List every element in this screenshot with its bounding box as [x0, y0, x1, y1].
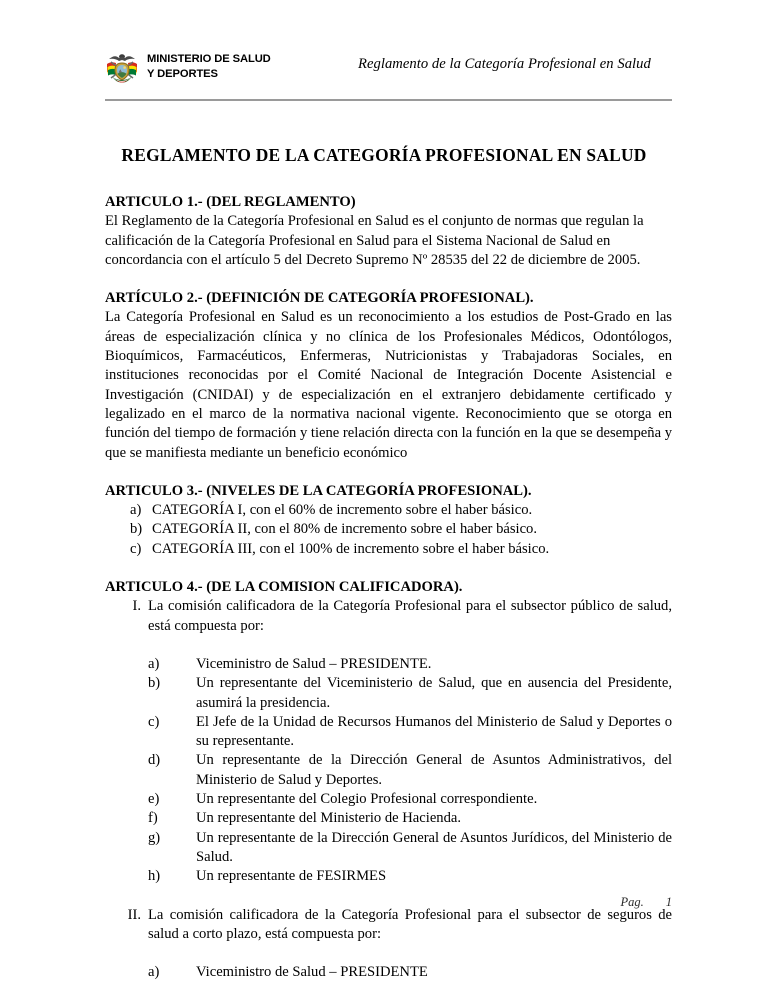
- list-item-text: Un representante de FESIRMES: [196, 868, 387, 885]
- article-4-roman-list: [105, 597, 672, 636]
- list-item-text: Un representante de la Dirección General de Asuntos Administrativos, del Ministerio de Salud y Deportes.: [196, 752, 672, 788]
- list-item: [148, 867, 672, 886]
- roman-marker: II.: [127, 906, 141, 923]
- list-item: [148, 655, 672, 674]
- ministry-name: [147, 48, 271, 81]
- spacer: [105, 463, 672, 482]
- footer-page-label: Pag.: [620, 895, 644, 909]
- list-marker: b): [148, 675, 161, 692]
- footer-page-number: 1: [665, 895, 672, 909]
- list-item: [148, 674, 672, 713]
- page-title: REGLAMENTO DE LA CATEGORÍA PROFESIONAL EN SALUD: [121, 145, 647, 165]
- article-4-i-sublist: [148, 655, 672, 887]
- list-item-text: Un representante del Ministerio de Hacienda.: [196, 810, 462, 827]
- roman-item-text: La comisión calificadora de la Categoría Profesional para el subsector de seguros de salud a corto plazo, está compuesta por:: [148, 906, 672, 942]
- article-3: [105, 482, 672, 559]
- list-item-text: Un representante del Viceministerio de Salud, que en ausencia del Presidente, asumirá la presidencia.: [196, 675, 672, 711]
- list-marker: h): [148, 868, 161, 885]
- spacer: [105, 270, 672, 289]
- list-item: [148, 809, 672, 828]
- list-item: [148, 829, 672, 868]
- spacer: [105, 944, 672, 963]
- list-item-text: Viceministro de Salud – PRESIDENTE: [196, 964, 428, 981]
- roman-list-item: [105, 597, 672, 636]
- list-item-text: El Jefe de la Unidad de Recursos Humanos del Ministerio de Salud y Deportes o su representante.: [196, 713, 672, 750]
- list-item: [105, 520, 672, 539]
- article-2: [105, 289, 672, 463]
- roman-list-item: [105, 906, 672, 945]
- list-item: [105, 501, 672, 520]
- page-footer: [105, 895, 672, 910]
- article-3-heading: ARTICULO 3.- (NIVELES DE LA CATEGORÍA PROFESIONAL).: [105, 482, 532, 499]
- list-marker: a): [130, 502, 142, 519]
- spacer: [105, 636, 672, 655]
- list-marker: a): [148, 655, 160, 672]
- list-marker: c): [130, 540, 142, 557]
- list-item-text: CATEGORÍA I, con el 60% de incremento sobre el haber básico.: [152, 502, 533, 519]
- spacer: [105, 559, 672, 578]
- document-body: [105, 193, 672, 982]
- article-3-list: [105, 501, 672, 559]
- list-marker: g): [148, 829, 161, 846]
- roman-marker: I.: [132, 598, 141, 615]
- list-marker: d): [148, 752, 161, 769]
- list-item: [148, 790, 672, 809]
- running-title: Reglamento de la Categoría Profesional en Salud: [358, 56, 651, 72]
- list-marker: e): [148, 791, 160, 808]
- article-1: [105, 193, 672, 270]
- article-1-heading: ARTICULO 1.- (DEL REGLAMENTO): [105, 194, 356, 210]
- header-divider: [105, 99, 672, 101]
- list-item-text: CATEGORÍA III, con el 100% de incremento sobre el haber básico.: [152, 540, 550, 557]
- article-2-heading: ARTÍCULO 2.- (DEFINICIÓN DE CATEGORÍA PROFESIONAL).: [105, 290, 534, 307]
- roman-item-text: La comisión calificadora de la Categoría Profesional para el subsector público de salud, está compuesta por:: [148, 598, 672, 634]
- article-2-body: La Categoría Profesional en Salud es un reconocimiento a los estudios de Post-Grado en las áreas de especialización clínica y no clínica de los Profesionales Médicos, Odontólogos, Bioquímicos, Farmacéuticos, Enfermeras, Nutricionistas y Trabajadoras Sociales, en instituciones reconocidas por el Comité Nacional de Integración Docente Asistencial e Investigación (CNIDAI) y de especialización en el extranjero debidamente certificado y legalizado en el marco de la normativa nacional vigente. Reconocimiento que se otorga en función del tiempo de formación y tiene relación directa con la función en la que se desempeña y que se manifiesta mediante un beneficio económico: [105, 309, 672, 461]
- ministry-name-line1: MINISTERIO DE SALUD: [147, 53, 271, 65]
- page-header: [105, 48, 672, 96]
- list-item-text: Un representante del Colegio Profesional correspondiente.: [196, 791, 538, 808]
- list-item: [148, 751, 672, 790]
- article-4-ii-sublist: [148, 963, 672, 982]
- list-item: [148, 713, 672, 752]
- list-marker: f): [148, 810, 158, 827]
- list-marker: a): [148, 964, 160, 981]
- list-item-text: CATEGORÍA II, con el 80% de incremento sobre el haber básico.: [152, 521, 537, 538]
- bolivia-coat-of-arms-icon: [105, 50, 139, 90]
- list-item-text: Un representante de la Dirección General de Asuntos Jurídicos, del Ministerio de Salud.: [196, 829, 672, 865]
- list-item-text: Viceministro de Salud – PRESIDENTE.: [196, 655, 432, 672]
- list-marker: b): [130, 521, 143, 538]
- article-1-body: El Reglamento de la Categoría Profesional en Salud es el conjunto de normas que regulan la calificación de la Categoría Profesional en Salud para el Sistema Nacional de Salud en concordancia con el artículo 5 del Decreto Supremo Nº 28535 del 22 de diciembre de 2005.: [105, 213, 644, 268]
- article-4-roman-list-2: [105, 906, 672, 945]
- ministry-name-line2: Y DEPORTES: [147, 67, 218, 80]
- list-marker: c): [148, 713, 160, 730]
- article-4: [105, 578, 672, 982]
- list-item: [105, 540, 672, 559]
- article-4-ii-sublist-wrapper: [148, 963, 672, 982]
- article-4-heading: ARTICULO 4.- (DE LA COMISION CALIFICADORA).: [105, 579, 463, 596]
- list-item: [148, 963, 672, 982]
- article-4-i-sublist-wrapper: [148, 655, 672, 887]
